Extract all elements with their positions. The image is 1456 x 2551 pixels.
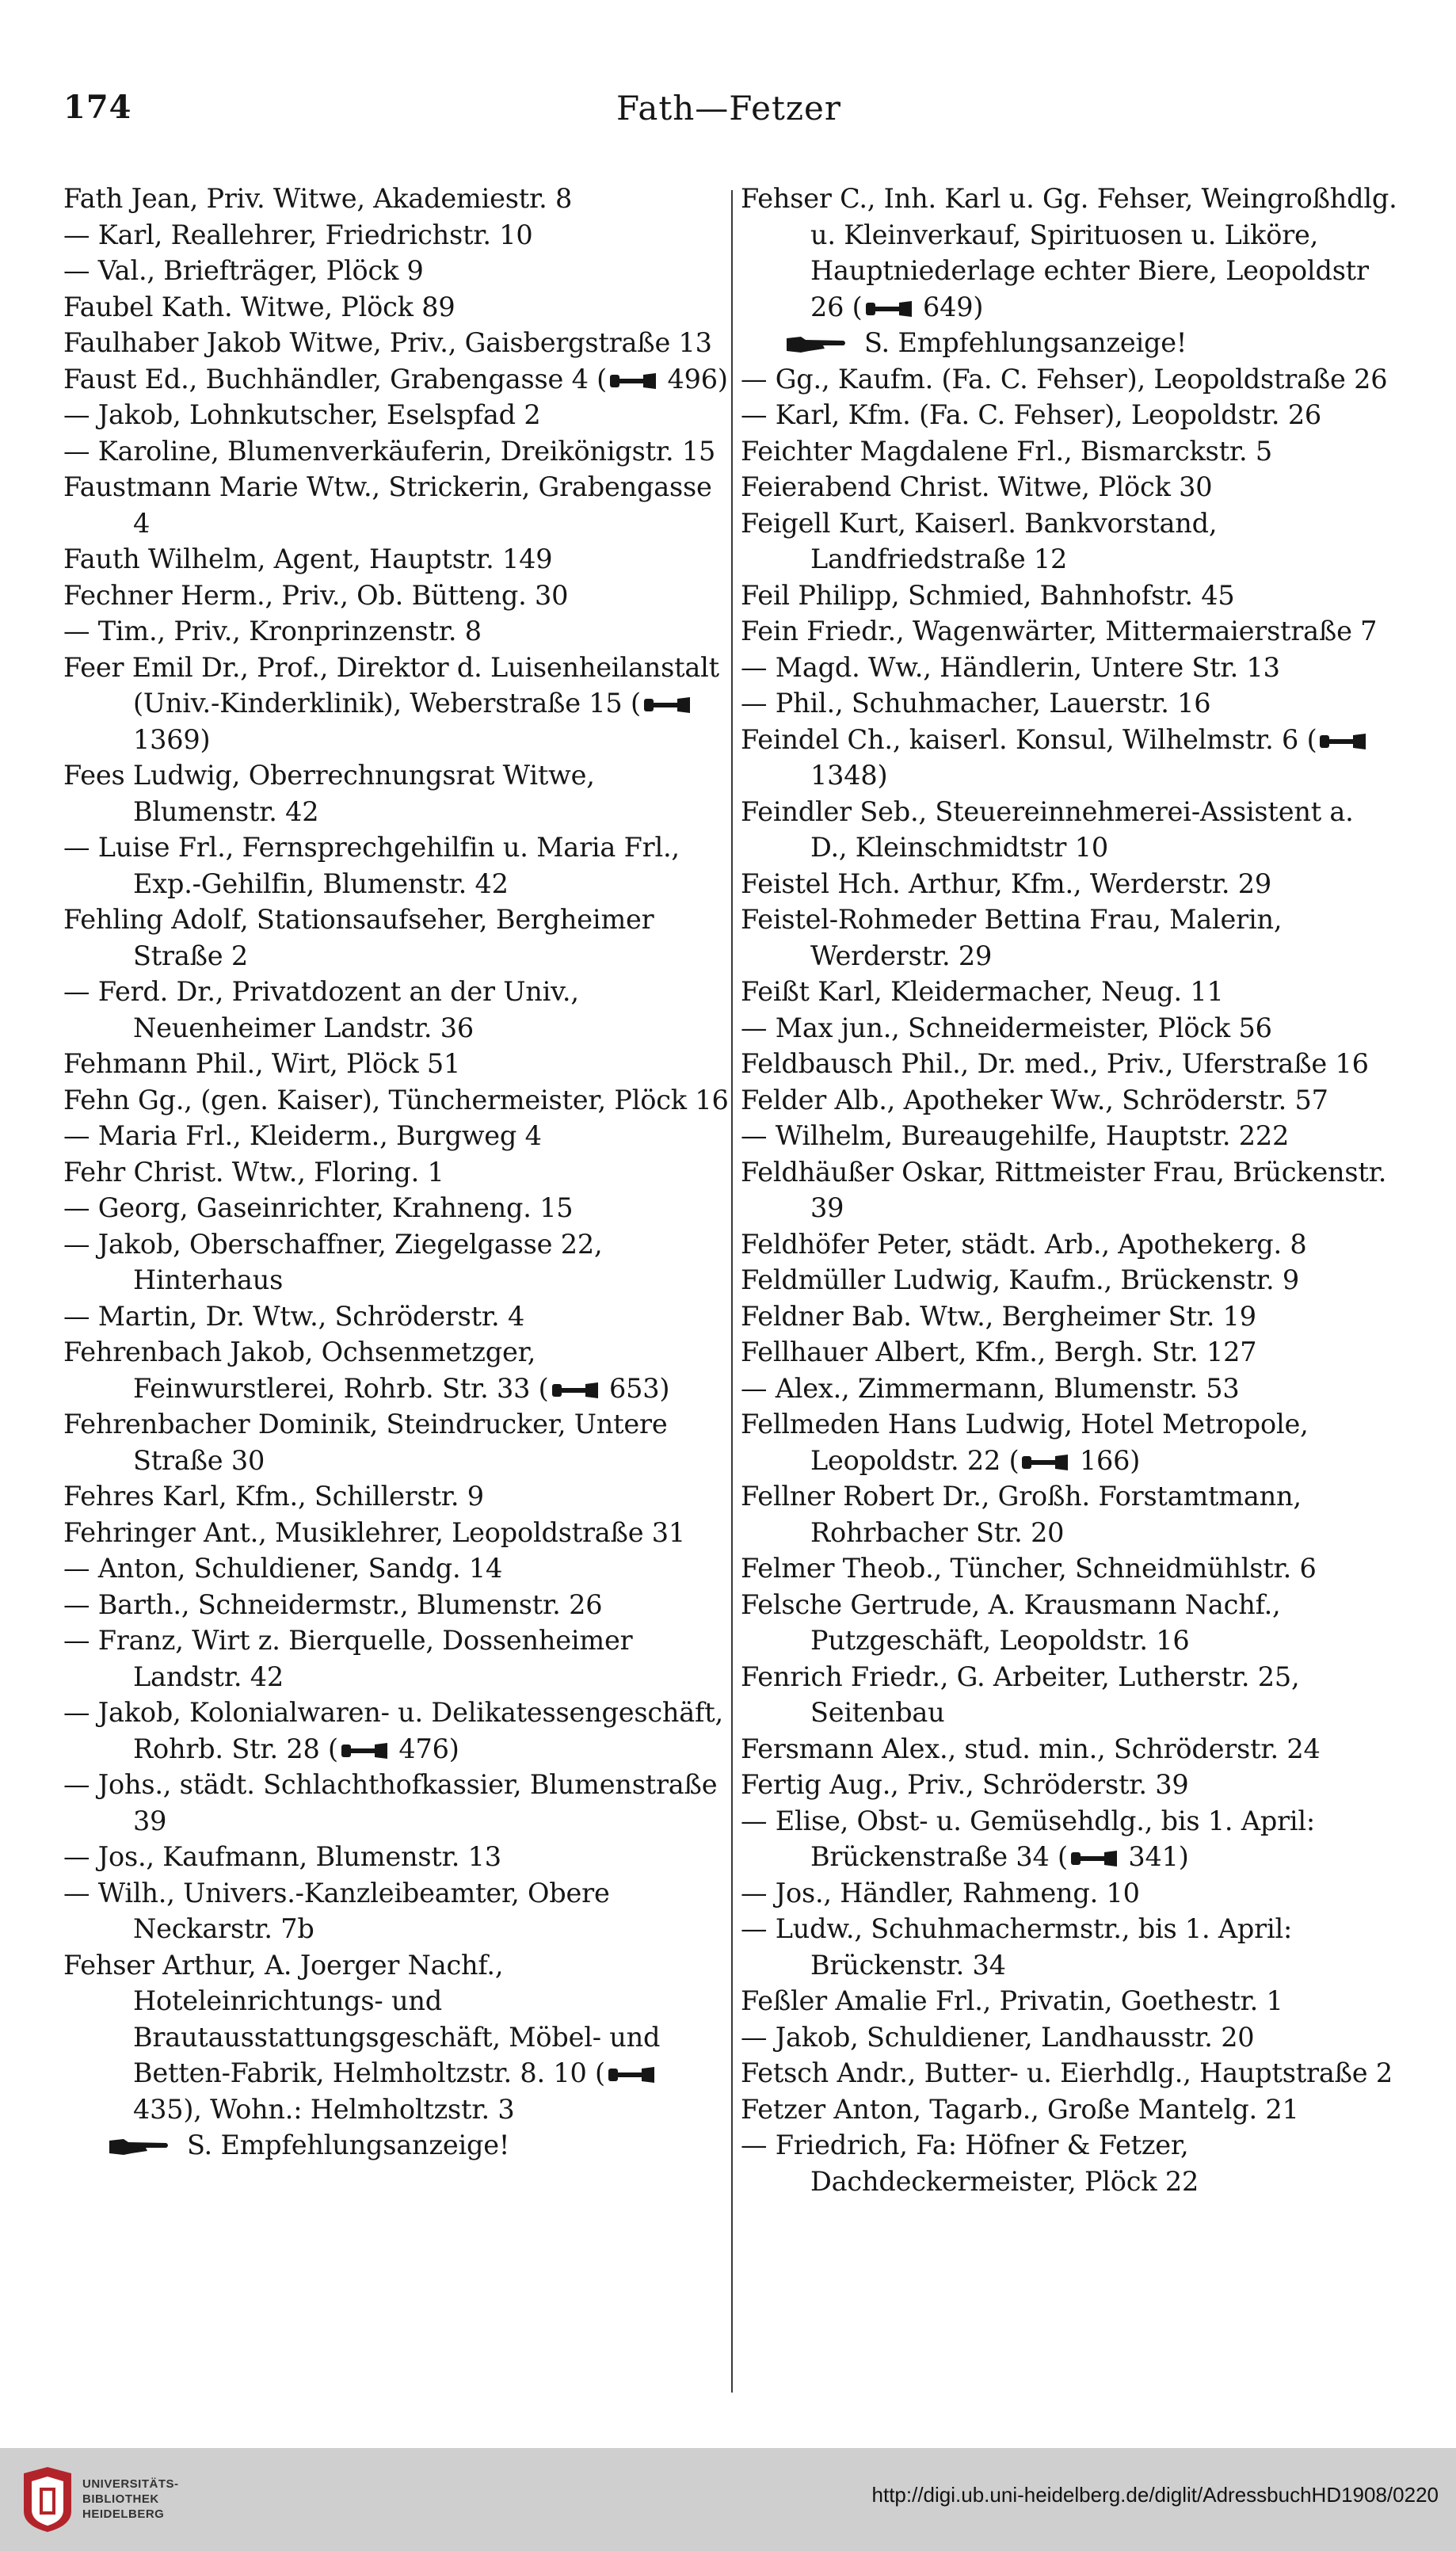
directory-entry: Feindel Ch., kaiserl. Konsul, Wilhelmstr. 6 ( 1348) bbox=[741, 722, 1398, 794]
directory-entry: Fehling Adolf, Stationsaufseher, Bergheimer Straße 2 bbox=[63, 904, 654, 971]
directory-entry: Feistel Hch. Arthur, Kfm., Werderstr. 29 bbox=[741, 867, 1271, 899]
directory-entry: Feigell Kurt, Kaiserl. Bankvorstand, Landfriedstraße 12 bbox=[741, 507, 1218, 574]
directory-entry: Feierabend Christ. Witwe, Plöck 30 bbox=[741, 471, 1213, 502]
directory-entry: — Val., Briefträger, Plöck 9 bbox=[63, 255, 424, 286]
directory-entry: Fellhauer Albert, Kfm., Bergh. Str. 127 bbox=[741, 1337, 1257, 1367]
directory-entry: — Tim., Priv., Kronprinzenstr. 8 bbox=[63, 616, 482, 646]
directory-entry: — Jakob, Lohnkutscher, Eselspfad 2 bbox=[63, 399, 541, 430]
directory-entry: Fechner Herm., Priv., Ob. Bütteng. 30 bbox=[63, 579, 569, 611]
telephone-icon bbox=[1020, 1453, 1069, 1472]
library-name-line: UNIVERSITÄTS- bbox=[82, 2477, 179, 2491]
directory-entry: — Jakob, Kolonialwaren- u. Delikatessengeschäft, Rohrb. Str. 28 ( 476) bbox=[63, 1697, 723, 1764]
library-name-line: HEIDELBERG bbox=[82, 2507, 165, 2521]
directory-entry: — Wilhelm, Bureaugehilfe, Hauptstr. 222 bbox=[741, 1120, 1290, 1151]
directory-entry: — Maria Frl., Kleiderm., Burgweg 4 bbox=[63, 1120, 542, 1151]
directory-entry: — Gg., Kaufm. (Fa. C. Fehser), Leopoldstraße 26 bbox=[741, 363, 1388, 395]
directory-entry: — Martin, Dr. Wtw., Schröderstr. 4 bbox=[63, 1300, 525, 1332]
directory-entry: — Anton, Schuldiener, Sandg. 14 bbox=[63, 1553, 503, 1584]
pointing-hand-icon bbox=[108, 2136, 170, 2156]
directory-entry: — Luise Frl., Fernsprechgehilfin u. Maria Frl., Exp.-Gehilfin, Blumenstr. 42 bbox=[63, 832, 680, 899]
directory-entry: Fersmann Alex., stud. min., Schröderstr. 24 bbox=[741, 1733, 1321, 1764]
directory-entry: Fein Friedr., Wagenwärter, Mittermaierstraße 7 bbox=[741, 616, 1378, 646]
telephone-icon bbox=[1069, 1849, 1119, 1868]
directory-entry: Feldhäußer Oskar, Rittmeister Frau, Brückenstr. 39 bbox=[741, 1156, 1387, 1223]
directory-entry: Feil Philipp, Schmied, Bahnhofstr. 45 bbox=[741, 579, 1235, 611]
directory-entry: Fehrenbacher Dominik, Steindrucker, Untere Straße 30 bbox=[63, 1409, 668, 1476]
directory-entry: Feldhöfer Peter, städt. Arb., Apothekerg. 8 bbox=[741, 1228, 1307, 1260]
directory-entry: Feindler Seb., Steuereinnehmerei-Assistent a. D., Kleinschmidtstr 10 bbox=[741, 795, 1354, 863]
directory-entry: Fees Ludwig, Oberrechnungsrat Witwe, Blumenstr. 42 bbox=[63, 760, 595, 827]
directory-entry: Felder Alb., Apotheker Ww., Schröderstr. 57 bbox=[741, 1084, 1328, 1115]
directory-entry: Fehres Karl, Kfm., Schillerstr. 9 bbox=[63, 1481, 484, 1512]
directory-entry: Faust Ed., Buchhändler, Grabengasse 4 ( 496) bbox=[63, 363, 728, 395]
directory-entry: — Magd. Ww., Händlerin, Untere Str. 13 bbox=[741, 651, 1280, 683]
directory-entry: Felsche Gertrude, A. Krausmann Nachf., Putzgeschäft, Leopoldstr. 16 bbox=[741, 1588, 1281, 1656]
directory-entry: Feichter Magdalene Frl., Bismarckstr. 5 bbox=[741, 435, 1273, 467]
directory-entry: — Jakob, Schuldiener, Landhausstr. 20 bbox=[741, 2021, 1255, 2053]
directory-entry: Feistel-Rohmeder Bettina Frau, Malerin, Werderstr. 29 bbox=[741, 904, 1283, 971]
directory-entry: — Barth., Schneidermstr., Blumenstr. 26 bbox=[63, 1588, 603, 1620]
directory-entry: Fertig Aug., Priv., Schröderstr. 39 bbox=[741, 1769, 1189, 1800]
directory-entry: Feer Emil Dr., Prof., Direktor d. Luisenheilanstalt (Univ.-Kinderklinik), Weberstraße 15 ( 1369) bbox=[63, 651, 719, 755]
telephone-icon bbox=[864, 299, 913, 318]
directory-entry: Faubel Kath. Witwe, Plöck 89 bbox=[63, 291, 455, 322]
directory-entry: Feißt Karl, Kleidermacher, Neug. 11 bbox=[741, 976, 1224, 1007]
directory-entry: — Ludw., Schuhmachermstr., bis 1. April: Brückenstr. 34 bbox=[741, 1913, 1293, 1981]
directory-entry: — Max jun., Schneidermeister, Plöck 56 bbox=[741, 1012, 1272, 1043]
telephone-icon bbox=[607, 2065, 656, 2084]
directory-entry: Fellmeden Hans Ludwig, Hotel Metropole, Leopoldstr. 22 ( 166) bbox=[741, 1409, 1309, 1476]
directory-entry: Fellner Robert Dr., Großh. Forstamtmann, Rohrbacher Str. 20 bbox=[741, 1481, 1302, 1548]
directory-entry: — Ferd. Dr., Privatdozent an der Univ., Neuenheimer Landstr. 36 bbox=[63, 976, 579, 1043]
directory-entry: S. Empfehlungsanzeige! bbox=[785, 325, 1398, 361]
directory-entry: Feldner Bab. Wtw., Bergheimer Str. 19 bbox=[741, 1300, 1256, 1332]
directory-entry: Fauth Wilhelm, Agent, Hauptstr. 149 bbox=[63, 543, 553, 574]
directory-entry: Fehser Arthur, A. Joerger Nachf., Hoteleinrichtungs- und Brautausstattungsgeschäft, Möbel- und Betten-Fabrik, Helmholtzstr. 8. 10 ( 435), Wohn.: Helmholtzstr. 3 bbox=[63, 1949, 661, 2125]
directory-entry: — Elise, Obst- u. Gemüsehdlg., bis 1. April: Brückenstraße 34 ( 341) bbox=[741, 1805, 1315, 1872]
directory-entry: — Friedrich, Fa: Höfner & Fetzer, Dachdeckermeister, Plöck 22 bbox=[741, 2130, 1199, 2197]
library-name-line: BIBLIOTHEK bbox=[82, 2492, 159, 2506]
directory-entry: Fetzer Anton, Tagarb., Große Mantelg. 21 bbox=[741, 2093, 1299, 2125]
directory-entry: — Phil., Schuhmacher, Lauerstr. 16 bbox=[741, 688, 1211, 719]
pointing-hand-icon bbox=[785, 334, 847, 354]
directory-entry: — Jos., Kaufmann, Blumenstr. 13 bbox=[63, 1841, 501, 1872]
directory-entry: — Karl, Reallehrer, Friedrichstr. 10 bbox=[63, 219, 533, 250]
telephone-icon bbox=[551, 1381, 600, 1400]
directory-entry: Fenrich Friedr., G. Arbeiter, Lutherstr. 25, Seitenbau bbox=[741, 1661, 1300, 1728]
directory-entry: Felmer Theob., Tüncher, Schneidmühlstr. 6 bbox=[741, 1553, 1317, 1584]
directory-entry: — Wilh., Univers.-Kanzleibeamter, Obere Neckarstr. 7b bbox=[63, 1877, 610, 1944]
directory-entry: Fehn Gg., (gen. Kaiser), Tünchermeister, Plöck 16 bbox=[63, 1084, 729, 1115]
directory-entry: Fehmann Phil., Wirt, Plöck 51 bbox=[63, 1048, 461, 1079]
directory-entry: Feßler Amalie Frl., Privatin, Goethestr. 1 bbox=[741, 1985, 1283, 2016]
footer-bar bbox=[0, 2448, 1456, 2551]
directory-entry: Fehser C., Inh. Karl u. Gg. Fehser, Weingroßhdlg. u. Kleinverkauf, Spirituosen u. Liköre, Hauptniederlage echter Biere, Leopoldstr 26 ( 649) bbox=[741, 183, 1397, 322]
directory-entry: — Alex., Zimmermann, Blumenstr. 53 bbox=[741, 1372, 1240, 1404]
directory-column-right bbox=[741, 181, 1398, 2199]
directory-column-left bbox=[63, 181, 729, 2164]
running-head: Fath—Fetzer bbox=[616, 89, 841, 128]
directory-entry: Fath Jean, Priv. Witwe, Akademiestr. 8 bbox=[63, 183, 573, 214]
directory-entry: — Jakob, Oberschaffner, Ziegelgasse 22, Hinterhaus bbox=[63, 1228, 603, 1295]
directory-entry: — Karl, Kfm. (Fa. C. Fehser), Leopoldstr. 26 bbox=[741, 399, 1322, 430]
directory-entry: — Johs., städt. Schlachthofkassier, Blumenstraße 39 bbox=[63, 1769, 718, 1836]
telephone-icon bbox=[642, 696, 692, 715]
directory-entry: Faulhaber Jakob Witwe, Priv., Gaisbergstraße 13 bbox=[63, 327, 712, 358]
source-url[interactable]: http://digi.ub.uni-heidelberg.de/diglit/AdressbuchHD1908/0220 bbox=[871, 2483, 1439, 2507]
directory-entry: Fehr Christ. Wtw., Floring. 1 bbox=[63, 1156, 444, 1188]
telephone-icon bbox=[608, 372, 657, 391]
directory-entry: Fehrenbach Jakob, Ochsenmetzger, Feinwurstlerei, Rohrb. Str. 33 ( 653) bbox=[63, 1337, 670, 1404]
directory-entry: Feldbausch Phil., Dr. med., Priv., Uferstraße 16 bbox=[741, 1048, 1369, 1079]
directory-entry: S. Empfehlungsanzeige! bbox=[108, 2127, 729, 2164]
directory-entry: Fetsch Andr., Butter- u. Eierhdlg., Hauptstraße 2 bbox=[741, 2057, 1393, 2088]
directory-entry: Faustmann Marie Wtw., Strickerin, Grabengasse 4 bbox=[63, 471, 712, 539]
page-header bbox=[63, 89, 1394, 139]
library-name bbox=[82, 2477, 241, 2522]
directory-entry: — Karoline, Blumenverkäuferin, Dreikönigstr. 15 bbox=[63, 435, 716, 467]
directory-entry: Feldmüller Ludwig, Kaufm., Brückenstr. 9 bbox=[741, 1264, 1300, 1295]
column-divider bbox=[731, 190, 733, 2393]
page-number: 174 bbox=[63, 89, 132, 126]
directory-entry: — Franz, Wirt z. Bierquelle, Dossenheimer Landstr. 42 bbox=[63, 1625, 633, 1692]
telephone-icon bbox=[340, 1741, 389, 1760]
university-library-logo-icon bbox=[17, 2465, 78, 2534]
directory-entry: — Georg, Gaseinrichter, Krahneng. 15 bbox=[63, 1192, 574, 1223]
directory-entry: Fehringer Ant., Musiklehrer, Leopoldstraße 31 bbox=[63, 1516, 686, 1548]
directory-entry: — Jos., Händler, Rahmeng. 10 bbox=[741, 1877, 1140, 1908]
telephone-icon bbox=[1318, 732, 1367, 751]
